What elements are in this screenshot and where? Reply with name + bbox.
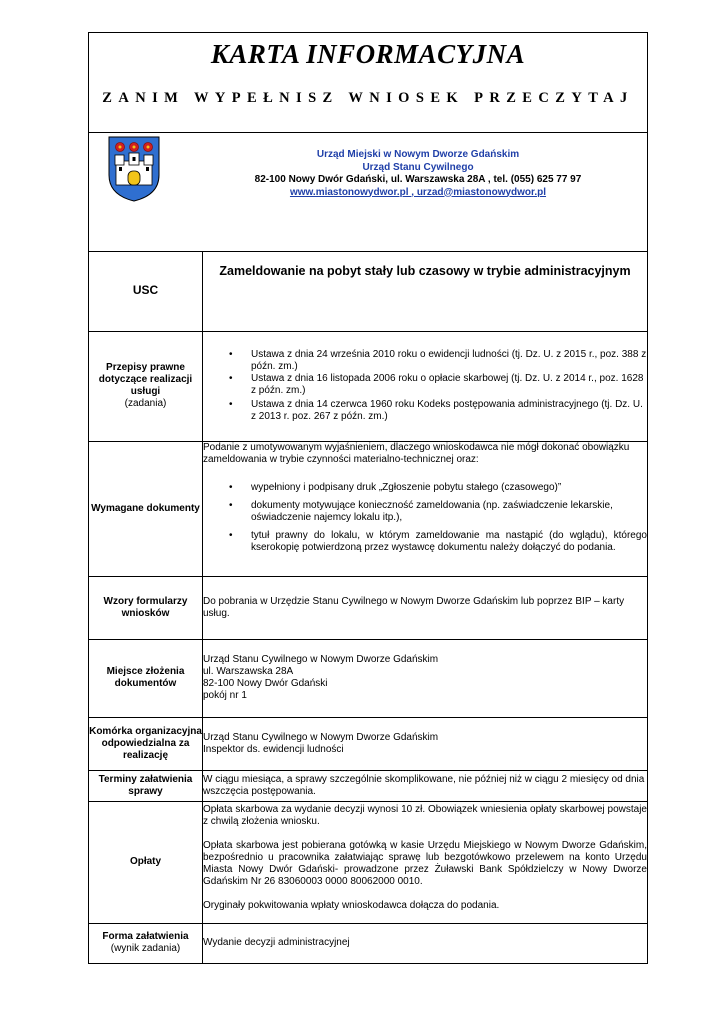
dokumenty-intro: Podanie z umotywowanym wyjaśnieniem, dlaczego wnioskodawca nie mógł dokonać obowiązku zameldowania w trybie czynności materialno-technicznej oraz: [203, 441, 630, 465]
przepisy-label: Przepisy prawne dotyczące realizacji usługi [98, 362, 193, 397]
list-item: • Ustawa z dnia 24 września 2010 roku o ewidencji ludności (tj. Dz. U. z 2015 r., poz. 388 z późn. zm.) [229, 349, 647, 372]
komorka-line: Inspektor ds. ewidencji ludności [203, 743, 344, 755]
office-name: Urząd Miejski w Nowym Dworze Gdańskim [316, 149, 520, 160]
office-links[interactable]: www.miastonowydwor.pl , urzad@miastonowydwor.pl [289, 186, 547, 198]
row-label [89, 770, 203, 801]
miejsce-line: 82-100 Nowy Dwór Gdański [203, 678, 328, 689]
office-info [189, 149, 647, 199]
forma-text: Wydanie decyzji administracyjnej [203, 937, 350, 949]
row-label [89, 441, 203, 576]
bullet-icon: • [229, 399, 233, 410]
bullet-icon: • [229, 349, 233, 360]
table-row [89, 801, 647, 923]
oplaty-paragraph: Oryginały pokwitowania wpłaty wnioskodawca dołącza do podania. [203, 899, 500, 911]
table-row [89, 923, 647, 963]
row-label [89, 801, 203, 923]
city-crest-icon [107, 135, 161, 203]
table-row [89, 331, 647, 441]
office-unit: Urząd Stanu Cywilnego [362, 161, 474, 173]
przepisy-list [203, 349, 647, 423]
komorka-label: Komórka organizacyjna odpowiedzialna za realizację [89, 725, 202, 761]
przepisy-note: (zadania) [124, 398, 167, 409]
usc-label: USC [132, 283, 159, 298]
page-title: KARTA INFORMACYJNA [210, 39, 526, 69]
list-item: • wypełniony i podpisany druk „Zgłoszenie pobytu stałego (czasowego)” [229, 481, 562, 493]
title-section [89, 33, 647, 133]
miejsce-line: pokój nr 1 [203, 690, 247, 701]
row-label [89, 252, 203, 331]
bullet-icon: • [229, 481, 233, 493]
list-item: • Ustawa z dnia 16 listopada 2006 roku o opłacie skarbowej (tj. Dz. U. z 2014 r., poz. 1628 z późn. zm.) [229, 373, 644, 396]
table-row [89, 441, 647, 576]
row-label [89, 576, 203, 639]
table-row [89, 252, 647, 331]
oplaty-paragraph: Opłata skarbowa za wydanie decyzji wynosi 10 zł. Obowiązek wniesienia opłaty skarbowej powstaje z chwilą złożenia wniosku. [203, 803, 647, 827]
wzory-text: Do pobrania w Urzędzie Stanu Cywilnego w Nowym Dworze Gdańskim lub poprzez BIP – karty usług. [203, 595, 625, 619]
bullet-icon: • [229, 529, 233, 541]
row-label [89, 717, 203, 770]
dokumenty-label: Wymagane dokumenty [91, 502, 200, 514]
table-row [89, 576, 647, 639]
list-item: • dokumenty motywujące konieczność zameldowania (np. zaświadczenie lekarskie, oświadczenie najemcy lokalu itp.), [229, 499, 613, 523]
row-label [89, 639, 203, 717]
bullet-icon: • [229, 373, 233, 384]
table-row [89, 717, 647, 770]
terminy-label: Terminy załatwienia sprawy [98, 773, 193, 797]
terminy-text: W ciągu miesiąca, a sprawy szczególnie skomplikowane, nie później niż w ciągu 2 miesięcy od dnia wszczęcia postępowania. [203, 773, 645, 797]
page-subtitle: ZANIM WYPEŁNISZ WNIOSEK PRZECZYTAJ [102, 90, 634, 106]
list-item: • tytuł prawny do lokalu, w którym zameldowanie ma nastąpić (do wglądu), którego kserokopię potwierdzoną przez wystawcę dokumentu należy dołączyć do podania. [229, 529, 647, 553]
office-header [89, 133, 647, 252]
miejsce-line: Urząd Stanu Cywilnego w Nowym Dworze Gdańskim [203, 654, 439, 665]
wzory-label: Wzory formularzy wniosków [103, 595, 188, 619]
table-row [89, 770, 647, 801]
forma-label: Forma załatwienia [102, 931, 189, 943]
row-label [89, 923, 203, 963]
list-item: • Ustawa z dnia 14 czerwca 1960 roku Kodeks postępowania administracyjnego (tj. Dz. U. z 2013 r. poz. 267 z późn. zm.) [229, 399, 643, 422]
info-table [89, 252, 647, 963]
office-address: 82-100 Nowy Dwór Gdański, ul. Warszawska 28A , tel. (055) 625 77 97 [254, 174, 582, 185]
info-card [88, 32, 648, 964]
row-label [89, 331, 203, 441]
oplaty-label: Opłaty [129, 856, 162, 867]
komorka-line: Urząd Stanu Cywilnego w Nowym Dworze Gdańskim [203, 731, 439, 743]
forma-note: (wynik zadania) [110, 943, 181, 955]
miejsce-line: ul. Warszawska 28A [203, 666, 294, 677]
bullet-icon: • [229, 499, 233, 511]
miejsce-label: Miejsce złożenia dokumentów [106, 666, 185, 689]
service-title: Zameldowanie na pobyt stały lub czasowy w trybie administracyjnym [219, 264, 631, 278]
dokumenty-list [203, 482, 647, 554]
table-row [89, 639, 647, 717]
oplaty-paragraph: Opłata skarbowa jest pobierana gotówką w kasie Urzędu Miejskiego w Nowym Dworze Gdańskim, bezpośrednio u pracownika załatwiając sprawę lub bezgotówkowo przelewem na konto Urzędu Miasta Nowy Dwór Gdański- prowadzone przez Żuławski Bank Spółdzielczy w Nowy Dworze Gdańskim Nr 26 83060003 0000 80062000 0010. [203, 839, 647, 887]
